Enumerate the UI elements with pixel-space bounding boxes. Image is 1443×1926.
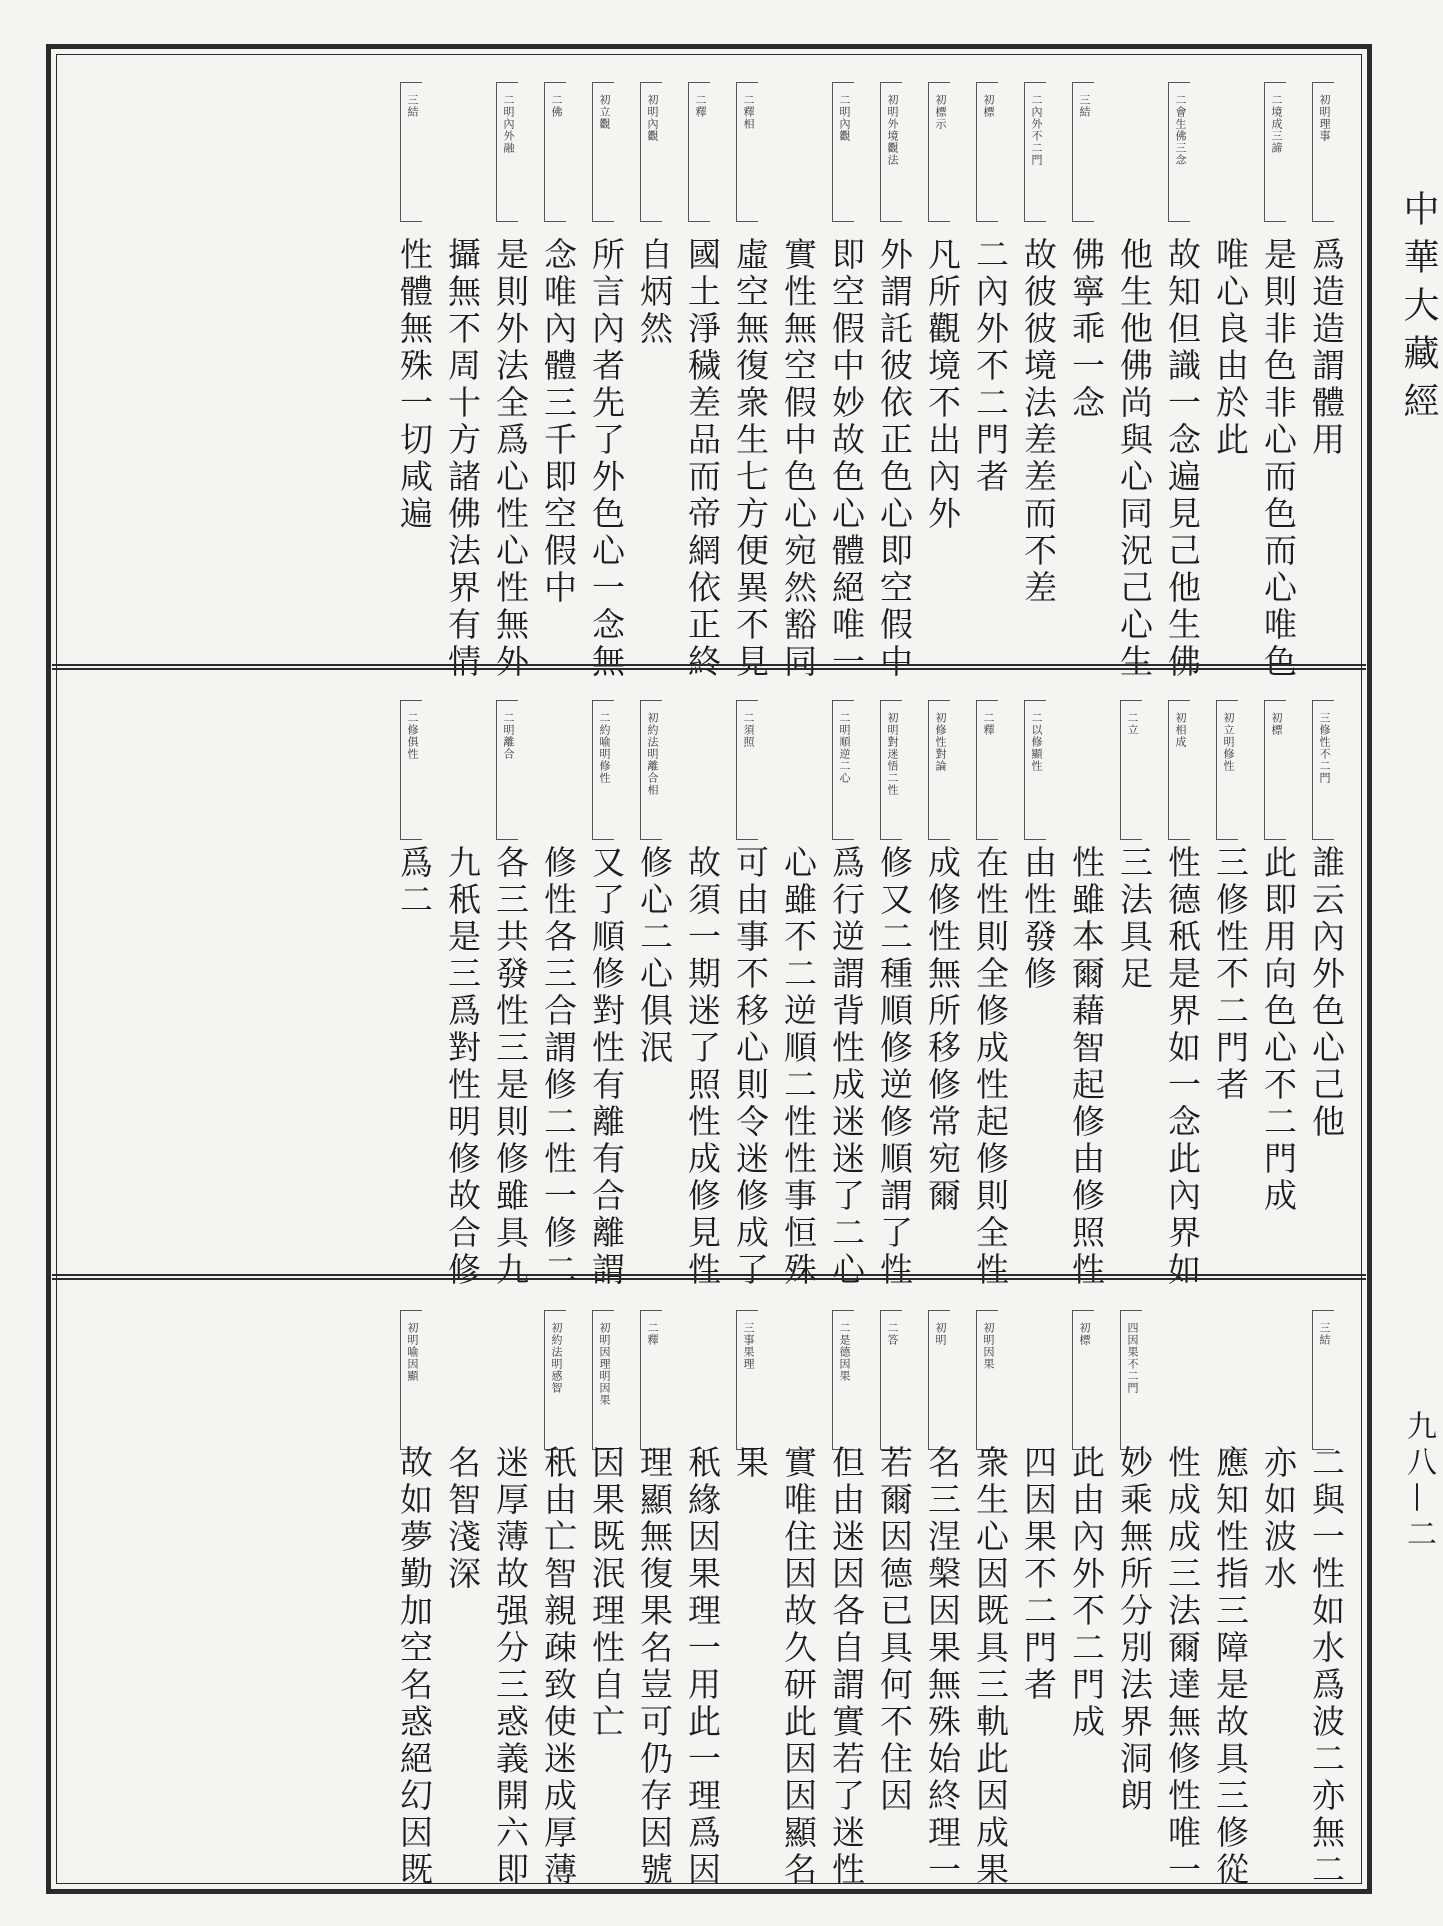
text-column [630,52,674,664]
outline-annotation: 二立 [1126,712,1139,736]
outline-annotation: 二以修顯性 [1030,712,1043,772]
scripture-line: 國土淨穢差品而帝網依正終 [683,237,722,681]
page-number: 九八—二 [1401,1410,1436,1554]
scripture-line: 性雖本爾藉智起修由修照性 [1067,845,1106,1289]
text-band-bottom [52,1280,1366,1888]
scripture-line: 九秖是三爲對性明修故合修 [443,845,482,1289]
outline-annotation: 二約喻明修性 [598,712,611,784]
scripture-line: 亦如波水 [1259,1445,1298,1593]
text-column [678,670,722,1289]
text-column [438,670,482,1289]
text-column [630,670,674,1274]
text-column [822,1280,866,1888]
text-column [1302,52,1346,664]
text-column [1014,52,1058,664]
scripture-line: 但由迷因各自謂實若了迷性 [827,1445,866,1889]
text-column [966,1280,1010,1888]
scripture-line: 所言內者先了外色心一念無 [587,237,626,681]
scripture-line: 理顯無復果名豈可仍存因號 [635,1445,674,1889]
text-column [1062,670,1106,1289]
scripture-line: 修又二種順修逆修順謂了性 [875,845,914,1289]
text-column [1206,670,1250,1274]
scripture-line: 唯心良由於此 [1211,237,1250,459]
outline-annotation: 二明內觀 [838,94,851,142]
text-column [870,52,914,681]
scripture-line: 迷厚薄故强分三惑義開六即 [491,1445,530,1889]
text-column [390,1280,434,1888]
outline-annotation: 初明內觀 [646,94,659,142]
scripture-line: 外謂託彼依正色心即空假中 [875,237,914,681]
outline-annotation: 初標 [982,94,995,118]
outline-annotation: 初立明修性 [1222,712,1235,772]
outline-annotation: 初標 [1078,1322,1091,1346]
text-column [630,1280,674,1888]
text-band-top [52,52,1366,681]
outline-annotation: 三修性不二門 [1318,712,1331,784]
scripture-line: 可由事不移心則令迷修成了 [731,845,770,1289]
outline-annotation: 初明喻因顯 [406,1322,419,1382]
outline-annotation: 二明離合 [502,712,515,760]
scripture-line: 攝無不周十方諸佛法界有情 [443,237,482,681]
text-column [918,1280,962,1888]
outline-annotation: 二修俱性 [406,712,419,760]
text-column [1110,52,1154,681]
outline-annotation: 二明內外融 [502,94,515,154]
scripture-line: 秖緣因果理一用此一理爲因 [683,1445,722,1889]
scripture-line: 四因果不二門者 [1019,1445,1058,1704]
text-column [822,52,866,681]
scripture-line: 名三涅槃因果無殊始終理一 [923,1445,962,1889]
text-column [870,1280,914,1888]
scripture-line: 由性發修 [1019,845,1058,993]
scripture-line: 誰云內外色心己他 [1307,845,1346,1141]
text-column [1062,52,1106,664]
outline-annotation: 四因果不二門 [1126,1322,1139,1394]
outline-annotation: 三結 [1318,1322,1331,1346]
text-column [534,1280,578,1888]
outline-annotation: 三結 [1078,94,1091,118]
outline-annotation: 二明順逆二心 [838,712,851,784]
outline-annotation: 二釋 [646,1322,659,1346]
scripture-line: 秖由亡智親疎致使迷成厚薄 [539,1445,578,1889]
scripture-line: 是則外法全爲心性心性無外 [491,237,530,681]
text-column [1110,1280,1154,1888]
scripture-line: 衆生心因既具三軌此因成果 [971,1445,1010,1889]
outline-annotation: 初明 [934,1322,947,1346]
text-column [1062,1280,1106,1888]
outline-annotation: 初標示 [934,94,947,130]
outline-annotation: 初約法明離合相 [646,712,659,796]
scripture-line: 果 [731,1445,770,1482]
scripture-line: 此即用向色心不二門成 [1259,845,1298,1215]
text-column [1158,52,1202,681]
text-column [1110,670,1154,1274]
scripture-line: 妙乘無所分別法界洞朗 [1115,1445,1154,1815]
outline-annotation: 二釋 [982,712,995,736]
text-column [726,1280,770,1888]
outline-annotation: 初立觀 [598,94,611,130]
outline-annotation: 初相成 [1174,712,1187,748]
text-column [1206,52,1250,664]
scripture-line: 即空假中妙故色心體絕唯一 [827,237,866,681]
outline-annotation: 初明理事 [1318,94,1331,142]
text-column [486,1280,530,1888]
outline-annotation: 二須照 [742,712,755,748]
text-column [678,52,722,681]
scripture-line: 爲二 [395,845,434,919]
text-column [918,52,962,664]
outline-annotation: 二會生佛三念 [1174,94,1187,166]
scripture-line: 他生他佛尚與心同況己心生 [1115,237,1154,681]
scripture-line: 成修性無所移修常宛爾 [923,845,962,1215]
text-column [534,670,578,1289]
text-column [918,670,962,1274]
scripture-line: 性成成三法爾達無修性唯一 [1163,1445,1202,1889]
text-column [1302,670,1346,1274]
text-column [390,52,434,664]
scripture-line: 三法具足 [1115,845,1154,993]
sutra-title: 中華大藏經 [1398,190,1439,430]
outline-annotation: 三事果理 [742,1322,755,1370]
scripture-line: 名智淺深 [443,1445,482,1593]
text-column [966,52,1010,664]
scripture-line: 故知但識一念遍見己他生佛 [1163,237,1202,681]
text-column [438,1280,482,1888]
text-column [1158,670,1202,1289]
outline-annotation: 三結 [406,94,419,118]
outline-annotation: 二是德因果 [838,1322,851,1382]
scripture-line: 虛空無復衆生七方便異不見 [731,237,770,681]
outline-annotation: 二釋 [694,94,707,118]
scripture-line: 又了順修對性有離有合離謂 [587,845,626,1289]
text-column [774,1280,818,1888]
outline-annotation: 初標 [1270,712,1283,736]
text-column [1254,52,1298,681]
scripture-line: 應知性指三障是故具三修從 [1211,1445,1250,1889]
column-group-top [386,52,1346,681]
scripture-line: 各三共發性三是則修雖具九 [491,845,530,1289]
scripture-line: 實唯住因故久研此因因顯名 [779,1445,818,1889]
scripture-line: 修性各三合謂修二性一修二 [539,845,578,1289]
outline-annotation: 初約法明感智 [550,1322,563,1394]
text-column [438,52,482,681]
text-column [582,1280,626,1888]
scripture-line: 此由內外不二門成 [1067,1445,1106,1741]
outline-annotation: 二內外不二門 [1030,94,1043,166]
text-column [1014,670,1058,1274]
text-column [534,52,578,664]
column-group-bottom [386,1280,1346,1888]
column-group-middle [386,670,1346,1289]
scripture-line: 修心二心俱泯 [635,845,674,1067]
text-column [390,670,434,1274]
text-column [966,670,1010,1289]
scripture-line: 佛寧乖一念 [1067,237,1106,422]
scripture-line: 在性則全修成性起修則全性 [971,845,1010,1289]
scripture-line: 三修性不二門者 [1211,845,1250,1104]
text-band-middle [52,670,1366,1289]
scripture-line: 爲造造謂體用 [1307,237,1346,459]
text-column [774,670,818,1289]
scripture-line: 故如夢勤加空名惑絕幻因既 [395,1445,434,1889]
scripture-line: 性體無殊一切咸遍 [395,237,434,533]
text-column [486,52,530,681]
text-column [486,670,530,1289]
scripture-line: 凡所觀境不出內外 [923,237,962,533]
outline-annotation: 初明因果 [982,1322,995,1370]
text-column [1158,1280,1202,1888]
text-column [582,670,626,1289]
outline-annotation: 二釋相 [742,94,755,130]
outline-annotation: 初修性對論 [934,712,947,772]
outline-annotation: 初明對迷悟二性 [886,712,899,796]
scripture-line: 故彼彼境法差差而不差 [1019,237,1058,607]
text-column [726,52,770,681]
scripture-line: 實性無空假中色心宛然豁同 [779,237,818,681]
text-column [870,670,914,1289]
text-column [678,1280,722,1888]
scripture-line: 自炳然 [635,237,674,348]
text-column [1014,1280,1058,1888]
text-column [726,670,770,1289]
text-column [1302,1280,1346,1888]
outline-annotation: 二答 [886,1322,899,1346]
scripture-line: 因果既泯理性自亡 [587,1445,626,1741]
text-column [774,52,818,681]
text-column [822,670,866,1289]
scripture-line: 故須一期迷了照性成修見性 [683,845,722,1289]
scripture-line: 性德秖是界如一念此內界如 [1163,845,1202,1289]
outline-annotation: 二佛 [550,94,563,118]
scripture-line: 心雖不二逆順二性性事恒殊 [779,845,818,1289]
outline-annotation: 二境成三諦 [1270,94,1283,154]
text-column [582,52,626,681]
outline-annotation: 初明因理明因果 [598,1322,611,1406]
scripture-line: 是則非色非心而色而心唯色 [1259,237,1298,681]
scripture-line: 若爾因德已具何不住因 [875,1445,914,1815]
scripture-line: 念唯內體三千即空假中 [539,237,578,607]
text-column [1254,670,1298,1274]
scripture-line: 二與一性如水爲波二亦無二 [1307,1445,1346,1889]
text-column [1254,1280,1298,1888]
scripture-line: 爲行逆謂背性成迷迷了二心 [827,845,866,1289]
outline-annotation: 初明外境觀法 [886,94,899,166]
text-column [1206,1280,1250,1888]
scripture-line: 二內外不二門者 [971,237,1010,496]
